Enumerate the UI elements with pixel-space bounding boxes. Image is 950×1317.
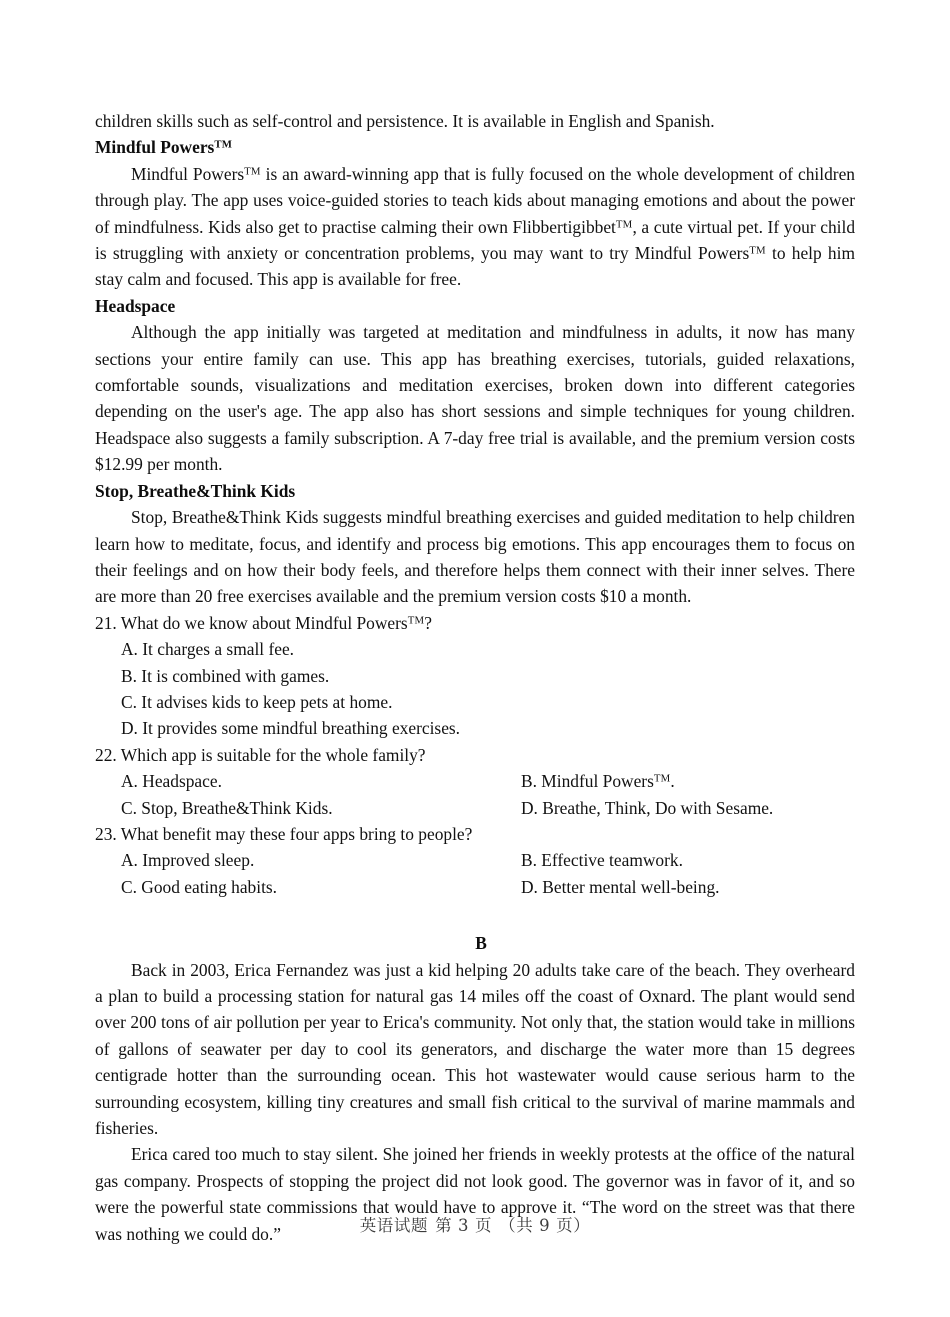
- question-21-number: 21.: [95, 612, 117, 633]
- question-22-option-b-tail: .: [670, 771, 675, 792]
- trademark-icon: TM: [749, 244, 766, 257]
- question-block-23: [95, 821, 855, 900]
- app-paragraph-headspace: Although the app initially was targeted at meditation and mindfulness in adults, it now has many sections your entire family can use. This app has breathing exercises, tutorials, guided relaxations, comfortable sounds, visualizations and meditation exercises, broken down into different categories depending on the user's age. The app also has short sessions and simple techniques for young children. Headspace also suggests a family subscription. A 7-day free trial is available, and the premium version costs $12.99 per month.: [95, 322, 855, 475]
- app-paragraph-mindful-powers-seg1: Mindful Powers: [131, 163, 245, 184]
- app-heading-mindful-powers-text: Mindful Powers: [95, 137, 215, 158]
- question-21-stem-text: What do we know about Mindful Powers: [120, 612, 408, 633]
- trademark-icon: TM: [244, 165, 261, 178]
- trademark-icon: TM: [615, 218, 633, 231]
- trademark-icon: TM: [407, 614, 425, 627]
- trademark-icon: TM: [214, 138, 233, 151]
- app-paragraph-mindful-powers-seg4: to help him stay calm and focused. This app is available for free.: [95, 243, 855, 290]
- question-21-option-a[interactable]: A. It charges a small fee.: [121, 639, 295, 660]
- app-paragraph-stop-breathe-think-kids: Stop, Breathe&Think Kids suggests mindful breathing exercises and guided meditation to help children learn how to meditate, focus, and identify and process big emotions. This app encourages them to focus on their feelings and on how their body feels, and therefore helps them connect with their inner selves. There are more than 20 free exercises available and the premium version costs $10 a month.: [95, 507, 855, 607]
- question-22-option-a[interactable]: A. Headspace.: [121, 771, 222, 792]
- question-23-stem: [95, 821, 855, 847]
- question-23-options: [95, 847, 855, 900]
- question-22-option-b[interactable]: [495, 768, 855, 794]
- question-block-22: [95, 742, 855, 821]
- question-22-option-d[interactable]: D. Breathe, Think, Do with Sesame.: [521, 797, 774, 818]
- question-21-stem-tail: ?: [424, 612, 432, 633]
- question-22-number: 22.: [95, 744, 117, 765]
- reading-b-paragraph-1: Back in 2003, Erica Fernandez was just a kid helping 20 adults take care of the beach. They overheard a plan to build a processing station for natural gas 14 miles off the coast of Oxnard. The plant would send over 200 tons of air pollution per year to Erica's community. Not only that, the station would take in millions of gallons of seawater per day to cool its generators, and discharge the water more than 15 degrees centigrade hotter than the surrounding ocean. This hot wastewater would cause serious harm to the surrounding ecosystem, killing tiny creatures and small fish critical to the survival of marine mammals and fisheries.: [95, 959, 855, 1139]
- app-heading-stop-breathe-think-kids: Stop, Breathe&Think Kids: [95, 480, 296, 501]
- section-heading-b: B: [475, 933, 487, 954]
- question-block-21: [95, 610, 855, 742]
- question-22-option-c[interactable]: C. Stop, Breathe&Think Kids.: [121, 797, 333, 818]
- question-23-number: 23.: [95, 823, 117, 844]
- app-paragraph-mindful-powers-seg2: is an award-winning app that is fully focused on the whole development of children through play. The app uses voice-guided stories to teach kids about managing emotions and about the power of mindfulness. Kids also get to practise calming their own Flibbertigibbet: [95, 163, 855, 237]
- reading-b-paragraph-2: Erica cared too much to stay silent. She joined her friends in weekly protests at the office of the natural gas company. Prospects of stopping the project did not look good. The governor was in favor of it, and so were the powerful state commissions that would have to approve it. “The word on the street was that there was nothing we could do.”: [95, 1144, 855, 1244]
- footer-subject: 英语试题: [359, 1216, 429, 1235]
- question-23-option-d[interactable]: D. Better mental well-being.: [521, 876, 720, 897]
- app-heading-mindful-powers: [95, 134, 855, 160]
- footer-page-number: 第 3 页: [435, 1216, 493, 1235]
- question-22-option-b-text: B. Mindful Powers: [521, 771, 654, 792]
- footer-total-pages: （共 9 页）: [499, 1216, 591, 1235]
- question-22-stem-text: Which app is suitable for the whole family?: [120, 744, 426, 765]
- trademark-icon: TM: [653, 772, 671, 785]
- question-23-option-a[interactable]: A. Improved sleep.: [121, 850, 255, 871]
- question-21-option-b[interactable]: B. It is combined with games.: [121, 665, 330, 686]
- question-21-option-c[interactable]: C. It advises kids to keep pets at home.: [121, 691, 393, 712]
- app-paragraph-mindful-powers: [95, 161, 855, 293]
- question-22-stem: [95, 742, 855, 768]
- question-21-options: [95, 636, 855, 742]
- question-21-stem: [95, 610, 855, 636]
- question-23-option-b[interactable]: B. Effective teamwork.: [521, 850, 683, 871]
- app-paragraph-mindful-powers-seg3: , a cute virtual pet. If your child is struggling with anxiety or concentration problems, you may want to try Mindful Powers: [95, 216, 856, 264]
- page-footer: [0, 1212, 950, 1236]
- section-spacer: [95, 900, 855, 930]
- question-22-options: [95, 768, 855, 821]
- exam-page-body: [95, 108, 855, 1247]
- question-23-option-c[interactable]: C. Good eating habits.: [121, 876, 278, 897]
- app-heading-headspace: Headspace: [95, 295, 176, 316]
- question-23-stem-text: What benefit may these four apps bring to people?: [120, 823, 473, 844]
- reading-a-continuation-line: children skills such as self-control and persistence. It is available in English and Spanish.: [95, 111, 715, 131]
- question-21-option-d[interactable]: D. It provides some mindful breathing exercises.: [121, 718, 461, 739]
